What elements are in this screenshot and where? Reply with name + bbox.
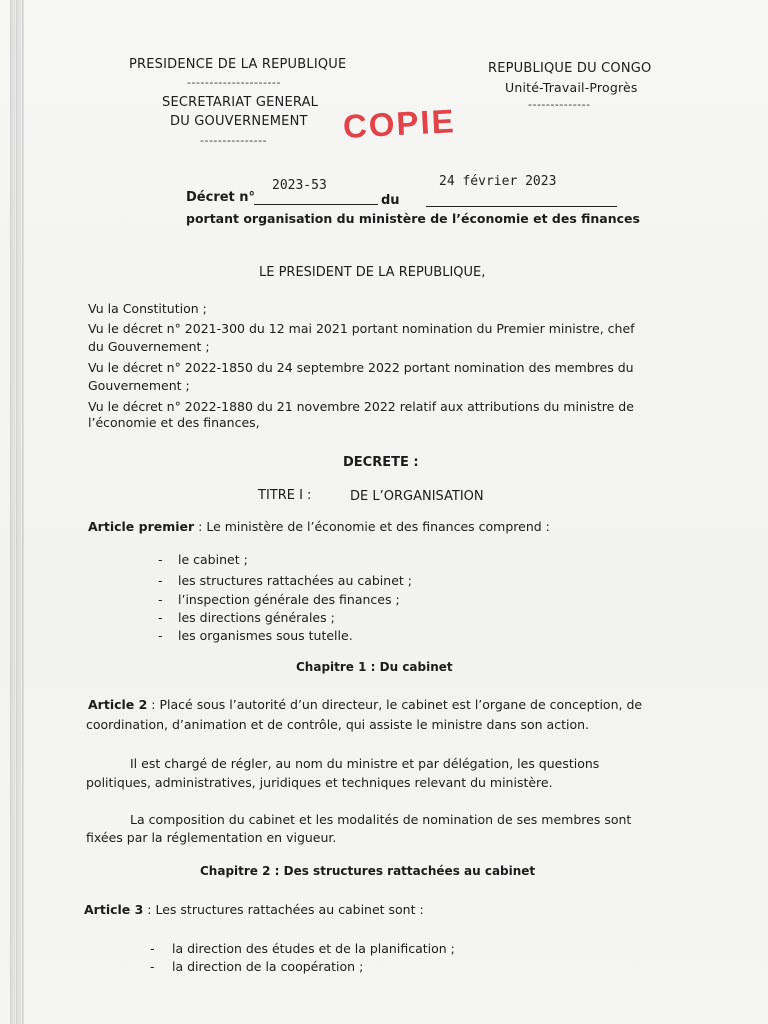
president-heading: LE PRESIDENT DE LA REPUBLIQUE, (259, 265, 486, 280)
vu-line-2: Vu le décret n° 2021-300 du 12 mai 2021 portant nomination du Premier ministre, chef (88, 321, 635, 336)
chapitre1-label: Chapitre 1 (296, 660, 367, 674)
chapitre1-heading (296, 660, 453, 674)
article3-bullet-1: - (150, 941, 155, 956)
decree-label: Décret n° (186, 190, 256, 205)
article2-para1-line1 (88, 696, 642, 714)
vu-line-4: Vu le décret n° 2022-1850 du 24 septembre 2022 portant nomination des membres du (88, 360, 634, 375)
decree-date: 24 février 2023 (439, 174, 557, 189)
header-presidence: PRESIDENCE DE LA REPUBLIQUE (129, 57, 347, 72)
header-left-divider-2: --------------- (200, 134, 268, 147)
decree-date-line (426, 206, 617, 207)
article3-text: : Les structures rattachées au cabinet sont : (143, 902, 424, 917)
article1-item-2: les structures rattachées au cabinet ; (178, 573, 412, 588)
vu-line-1: Vu la Constitution ; (88, 301, 207, 316)
decree-number-line (254, 204, 378, 205)
article3-paragraph (84, 901, 424, 919)
article2-para2-line2: politiques, administratives, juridiques et techniques relevant du ministère. (86, 775, 553, 790)
chapitre2-heading (200, 864, 535, 878)
vu-line-5: Gouvernement ; (88, 378, 190, 393)
article1-bullet-3: - (158, 592, 163, 607)
article1-bullet-5: - (158, 628, 163, 643)
decree-du-label: du (381, 193, 400, 208)
article1-bullet-2: - (158, 573, 163, 588)
decree-number: 2023-53 (272, 178, 327, 193)
article3-bullet-2: - (150, 959, 155, 974)
titre-label: TITRE I : (258, 488, 312, 503)
article1-item-3: l’inspection générale des finances ; (178, 592, 400, 607)
header-left-divider-1: --------------------- (187, 76, 281, 89)
chapitre2-title: : Des structures rattachées au cabinet (270, 864, 536, 878)
titre-title: DE L’ORGANISATION (350, 489, 484, 504)
chapitre1-title: : Du cabinet (366, 660, 453, 674)
chapitre2-label: Chapitre 2 (200, 864, 271, 878)
article1-bullet-1: - (158, 552, 163, 567)
header-republique: REPUBLIQUE DU CONGO (488, 61, 652, 76)
article1-text: : Le ministère de l’économie et des finances comprend : (194, 519, 550, 534)
header-devise: Unité-Travail-Progrès (505, 80, 638, 95)
article2-para3-line1: La composition du cabinet et les modalités de nomination de ses membres sont (130, 812, 632, 827)
article2-label: Article 2 (88, 697, 148, 712)
vu-line-7: l’économie et des finances, (88, 415, 260, 430)
scan-edge-artifact (10, 0, 24, 1024)
vu-line-6: Vu le décret n° 2022-1880 du 21 novembre 2022 relatif aux attributions du ministre de (88, 399, 634, 414)
header-secretariat: SECRETARIAT GENERAL (162, 95, 319, 110)
article3-label: Article 3 (84, 902, 144, 917)
decree-subject: portant organisation du ministère de l’économie et des finances (186, 211, 640, 226)
article3-item-2: la direction de la coopération ; (172, 959, 364, 974)
header-right-divider: -------------- (528, 98, 591, 111)
article2-para1-line2: coordination, d’animation et de contrôle, qui assiste le ministre dans son action. (86, 717, 589, 732)
vu-line-3: du Gouvernement ; (88, 339, 210, 354)
article2-text: : Placé sous l’autorité d’un directeur, le cabinet est l’organe de conception, de (147, 697, 643, 712)
article1-paragraph (88, 518, 550, 536)
article1-item-4: les directions générales ; (178, 610, 335, 625)
article1-bullet-4: - (158, 610, 163, 625)
article1-label: Article premier (88, 519, 195, 534)
article1-item-1: le cabinet ; (178, 552, 248, 567)
article1-item-5: les organismes sous tutelle. (178, 628, 353, 643)
header-gouvernement: DU GOUVERNEMENT (170, 114, 308, 129)
decrete-heading: DECRETE : (343, 455, 419, 470)
article3-item-1: la direction des études et de la planification ; (172, 941, 455, 956)
copie-stamp: COPIE (342, 102, 457, 145)
article2-para2-line1: Il est chargé de régler, au nom du ministre et par délégation, les questions (130, 756, 600, 771)
article2-para3-line2: fixées par la réglementation en vigueur. (86, 830, 337, 845)
